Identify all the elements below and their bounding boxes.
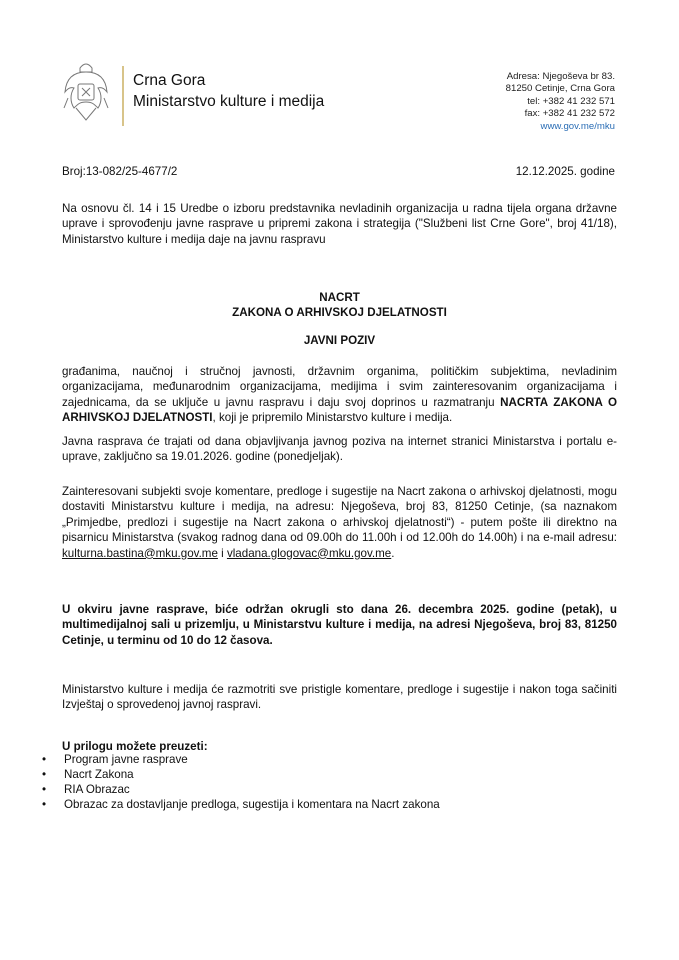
document-date: 12.12.2025. godine xyxy=(515,165,615,178)
attachment-item[interactable]: • RIA Obrazac xyxy=(64,782,440,797)
attachment-item[interactable]: • Program javne rasprave xyxy=(64,752,440,767)
org-country: Crna Gora xyxy=(133,72,206,89)
law-name-bold: NACRTA ZAKONA O ARHIVSKOJ DJELATNOSTI xyxy=(62,395,617,425)
email-link-2[interactable]: vladana.glogovac@mku.gov.me xyxy=(226,546,392,560)
title-line-2: ZAKONA O ARHIVSKOJ DJELATNOSTI xyxy=(232,306,447,319)
invitation-paragraph xyxy=(62,364,617,426)
website-link[interactable]: www.gov.me/mku xyxy=(540,120,615,132)
text: Zainteresovani subjekti svoje komentare, predloge i sugestije na Nacrt zakona o arhivskoj djelatnosti, mogu dostaviti Ministarstvu kulture i medija, na adresu: Njegoševa, broj 83, 81250 Cetinje, (sa naznakom „Primjedbe, predlozi i sugestije na Nacrt zakona o arhivskoj djelatnosti“) - putem pošte ili direktno na pisarnicu Ministarstva (svakog radnog dana od 09.00h do 11.00h i od 12.00h do 14.00h) i na e-mail adresu: xyxy=(62,485,617,545)
attachments-list xyxy=(40,752,440,812)
address-line: 81250 Cetinje, Crna Gora xyxy=(505,83,615,95)
attachment-item[interactable]: • Obrazac za dostavljanje predloga, sugestija i komentara na Nacrt zakona xyxy=(64,797,440,812)
text: , koji je pripremilo Ministarstvo kulture i medija. xyxy=(212,411,453,425)
attachment-item[interactable]: • Nacrt Zakona xyxy=(64,767,440,782)
document-number: Broj:13-082/25-4677/2 xyxy=(62,165,178,178)
address-line: Adresa: Njegoševa br 83. xyxy=(506,71,615,82)
intro-paragraph: Na osnovu čl. 14 i 15 Uredbe o izboru predstavnika nevladinih organizacija u radna tijela organa državne uprave i sprovođenju javne rasprave u pripremi zakona i strategija ("Službeni list Crne Gore", broj 41/18), Ministarstvo kulture i medija daje na javnu raspravu xyxy=(62,202,617,246)
title-line-1: NACRT xyxy=(319,291,360,304)
text: . xyxy=(391,546,395,560)
fax-line: fax: +382 41 232 572 xyxy=(524,108,615,120)
roundtable-paragraph: U okviru javne rasprave, biće održan okrugli sto dana 26. decembra 2025. godine (petak), u multimedijalnoj sali u prizemlju, u Ministarstvu kulture i medija, na adresi Njegoševa, broj 83, 81250 Cetinje, u terminu od 10 do 12 časova. xyxy=(62,603,617,647)
phone-line: tel: +382 41 232 571 xyxy=(527,95,615,107)
text: i xyxy=(217,546,227,560)
coat-of-arms-logo xyxy=(62,58,110,126)
submission-paragraph xyxy=(62,484,617,561)
org-ministry: Ministarstvo kulture i medija xyxy=(133,93,325,110)
subtitle: JAVNI POZIV xyxy=(303,334,376,347)
header-divider xyxy=(122,66,124,126)
duration-paragraph: Javna rasprava će trajati od dana objavljivanja javnog poziva na internet stranici Ministarstva i portalu e-uprave, zaključno sa 19.01.2026. godine (ponedjeljak). xyxy=(62,435,617,464)
email-link-1[interactable]: kulturna.bastina@mku.gov.me xyxy=(62,546,218,560)
report-paragraph: Ministarstvo kulture i medija će razmotriti sve pristigle komentare, predloge i sugestije i nakon toga sačiniti Izvještaj o sprovedenoj javnoj raspravi. xyxy=(62,683,617,712)
attachments-heading: U prilogu možete preuzeti: xyxy=(62,740,208,753)
text: građanima, naučnoj i stručnoj javnosti, državnim organima, političkim subjektima, nevladinim organizacijama, međunarodnim organizacijama, medijima i svim zainteresovanim organizacijama i zajednicama, da se uključe u javnu raspravu i daju svoj doprinos u razmatranju xyxy=(62,365,617,409)
address-block xyxy=(506,71,615,133)
